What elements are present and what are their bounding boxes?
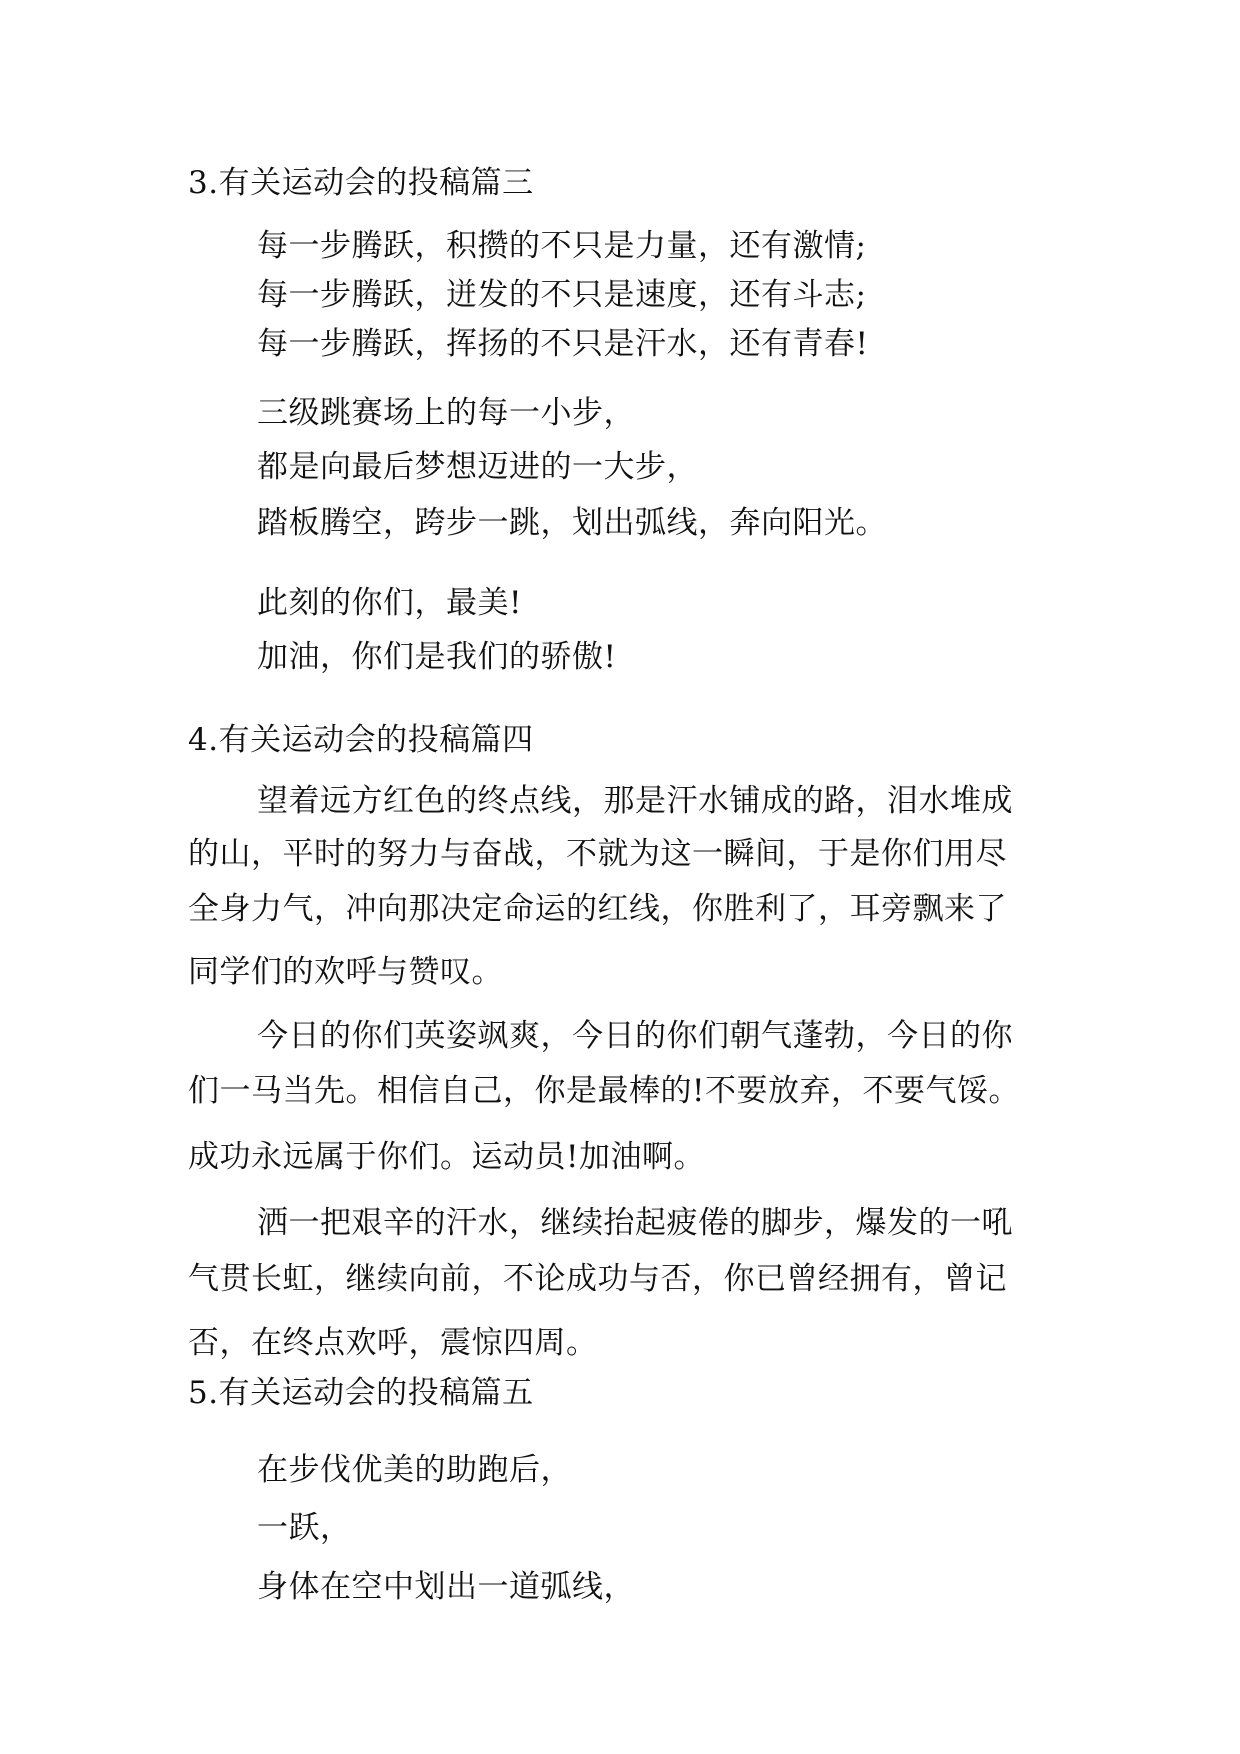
poem-line: 都是向最后梦想迈进的一大步， <box>257 449 698 485</box>
poem-line: 此刻的你们，最美! <box>257 585 522 621</box>
poem-line: 在步伐优美的助跑后， <box>257 1452 572 1488</box>
poem-line: 一跃， <box>257 1510 352 1546</box>
poem-line: 每一步腾跃，积攒的不只是力量，还有激情; <box>257 228 867 264</box>
poem-line: 三级跳赛场上的每一小步， <box>257 395 635 431</box>
paragraph-line: 的山，平时的努力与奋战，不就为这一瞬间，于是你们用尽 <box>188 836 1007 872</box>
paragraph-line: 洒一把艰辛的汗水，继续抬起疲倦的脚步，爆发的一吼 <box>257 1205 1013 1241</box>
paragraph-line: 同学们的欢呼与赞叹。 <box>188 954 503 990</box>
paragraph-line: 今日的你们英姿飒爽，今日的你们朝气蓬勃，今日的你 <box>257 1018 1013 1054</box>
poem-line: 加油，你们是我们的骄傲! <box>257 639 617 675</box>
paragraph-line: 全身力气，冲向那决定命运的红线，你胜利了，耳旁飘来了 <box>188 891 1007 927</box>
poem-line: 每一步腾跃，迸发的不只是速度，还有斗志; <box>257 277 867 313</box>
section-heading: 4.有关运动会的投稿篇四 <box>188 722 534 758</box>
paragraph-line: 望着远方红色的终点线，那是汗水铺成的路，泪水堆成 <box>257 783 1013 819</box>
poem-line: 踏板腾空，跨步一跳，划出弧线，奔向阳光。 <box>257 505 887 541</box>
paragraph-line: 成功永远属于你们。运动员!加油啊。 <box>188 1139 705 1175</box>
section-heading: 5.有关运动会的投稿篇五 <box>188 1375 534 1411</box>
poem-line: 身体在空中划出一道弧线， <box>257 1569 635 1605</box>
poem-line: 每一步腾跃，挥扬的不只是汗水，还有青春! <box>257 326 869 362</box>
paragraph-line: 气贯长虹，继续向前，不论成功与否，你已曾经拥有，曾记 <box>188 1261 1007 1297</box>
section-heading: 3.有关运动会的投稿篇三 <box>188 165 534 201</box>
paragraph-line: 否，在终点欢呼，震惊四周。 <box>188 1325 598 1361</box>
paragraph-line: 们一马当先。相信自己，你是最棒的!不要放弃，不要气馁。 <box>188 1073 1020 1109</box>
